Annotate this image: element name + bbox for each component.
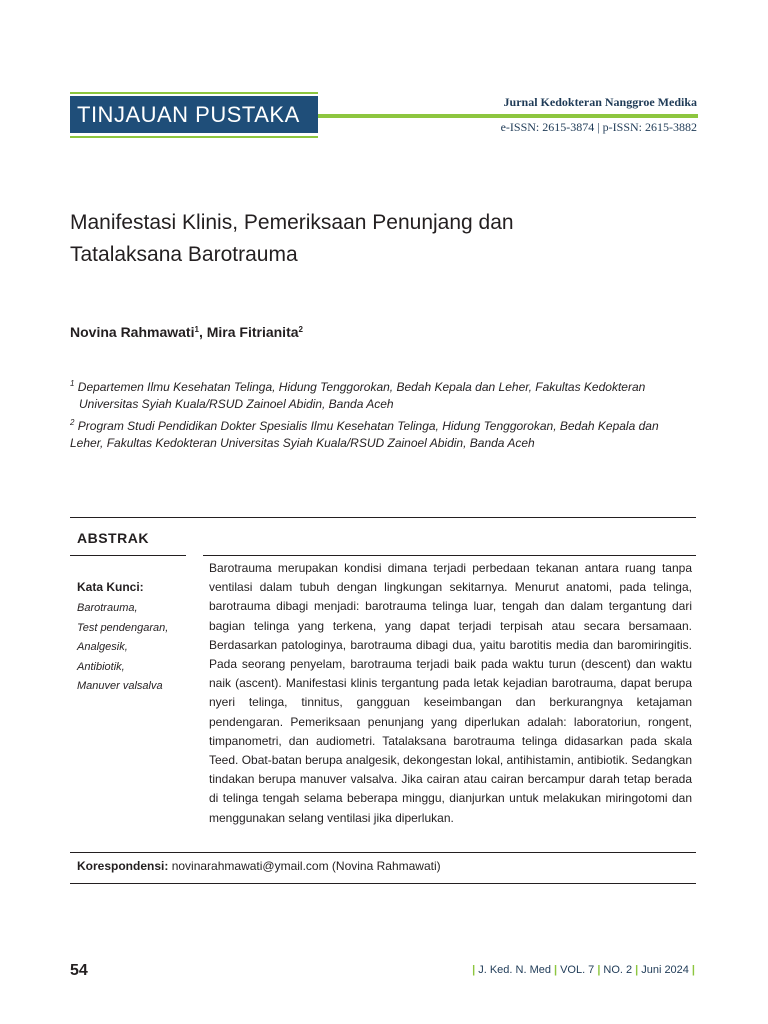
keyword: Barotrauma, xyxy=(77,602,138,614)
correspondence-label: Korespondensi: xyxy=(77,859,169,873)
article-title-line: Manifestasi Klinis, Pemeriksaan Penunjang dan xyxy=(70,211,514,234)
footer-volume: VOL. 7 xyxy=(560,964,595,976)
keyword: Test pendengaran, xyxy=(77,621,169,634)
author-affiliation-marker: 2 xyxy=(298,325,303,334)
footer-journal: J. Ked. N. Med xyxy=(478,964,551,976)
affiliation-text: Universitas Syiah Kuala/RSUD Zainoel Abidin, Banda Aceh xyxy=(79,397,394,411)
header-top-rule xyxy=(70,92,318,94)
article-title xyxy=(70,207,630,271)
footer-citation: | J. Ked. N. Med | VOL. 7 | NO. 2 | Juni 2024 | xyxy=(472,964,695,976)
abstract-body: Barotrauma merupakan kondisi dimana terjadi perbedaan tekanan antara ruang tanpa ventilasi dalam tubuh dengan lingkungan sekitarnya. Menurut anatomi, pada telinga, barotrauma dibagi menjadi: barotrauma telinga luar, tengah dan dalam tergantung dari bagian telinga yang terkena, yang dapat terjadi terpisah atau secara bersamaan. Berdasarkan patologinya, barotrauma dibagi dua, yaitu barotitis media dan baromiringitis. Pada seorang penyelam, barotrauma terjadi baik pada waktu turun (descent) dan waktu naik (ascent). Manifestasi klinis tergantung pada letak kejadian barotrauma, dapat berupa nyeri telinga, tinnitus, gangguan keseimbangan dan berkurangnya ketajaman pendengaran. Pemeriksaan penunjang yang diperlukan adalah: laboratoriun, rongent, timpanometri, dan audiometri. Tatalaksana barotrauma telinga didasarkan pada skala Teed. Obat-batan berupa analgesik, dekongestan lokal, antihistamin, antibiotik. Sedangkan tindakan berupa manuver valsalva. Jika cairan atau cairan bercampur darah tetap berada di telinga tengah selama beberapa minggu, dianjurkan untuk melakukan miringotomi dan menggunakan selang ventilasi jika diperlukan. xyxy=(209,561,692,825)
affiliation-marker: 1 xyxy=(70,379,75,388)
article-title-line: Tatalaksana Barotrauma xyxy=(70,243,298,266)
journal-name: Jurnal Kedokteran Nanggroe Medika xyxy=(503,95,697,109)
keywords-top-rule xyxy=(70,555,186,556)
affiliation xyxy=(70,379,700,413)
affiliation-marker: 2 xyxy=(70,418,75,427)
keywords-label: Kata Kunci: xyxy=(77,580,144,594)
abstract-text-top-rule xyxy=(203,555,696,556)
keyword: Analgesik, xyxy=(77,641,128,653)
section-label: TINJAUAN PUSTAKA xyxy=(77,102,300,127)
correspondence-bottom-rule xyxy=(70,883,696,884)
author-affiliation-marker: 1 xyxy=(194,325,199,334)
author-name: Mira Fitrianita xyxy=(206,324,299,340)
header-bottom-rule xyxy=(70,136,318,138)
abstract-top-rule xyxy=(70,517,696,518)
page-number: 54 xyxy=(70,962,88,979)
affiliation-text: Leher, Fakultas Kedokteran Universitas Syiah Kuala/RSUD Zainoel Abidin, Banda Aceh xyxy=(70,436,535,450)
correspondence-top-rule xyxy=(70,852,696,853)
correspondence xyxy=(77,859,441,873)
keyword: Antibiotik, xyxy=(77,660,125,673)
correspondence-email[interactable]: novinarahmawati@ymail.com (Novina Rahmawati) xyxy=(171,859,441,873)
header-accent-bar xyxy=(318,114,698,118)
journal-issn: e-ISSN: 2615-3874 | p-ISSN: 2615-3882 xyxy=(500,120,697,134)
affiliation-text: Program Studi Pendidikan Dokter Spesialis Ilmu Kesehatan Telinga, Hidung Tenggorokan, Bedah Kepala dan xyxy=(77,419,659,433)
abstract-heading: ABSTRAK xyxy=(77,530,149,546)
author-name: Novina Rahmawati xyxy=(70,324,195,340)
footer-number: NO. 2 xyxy=(603,964,633,976)
footer-date: Juni 2024 xyxy=(641,964,689,976)
author-list: Novina Rahmawati$^1$, Mira Fitrianita$^2$ xyxy=(70,324,303,340)
affiliation xyxy=(70,418,700,452)
affiliation-text: Departemen Ilmu Kesehatan Telinga, Hidung Tenggorokan, Bedah Kepala dan Leher, Fakultas Kedokteran xyxy=(77,380,646,394)
keyword: Manuver valsalva xyxy=(77,680,163,692)
keywords-list xyxy=(77,599,168,697)
